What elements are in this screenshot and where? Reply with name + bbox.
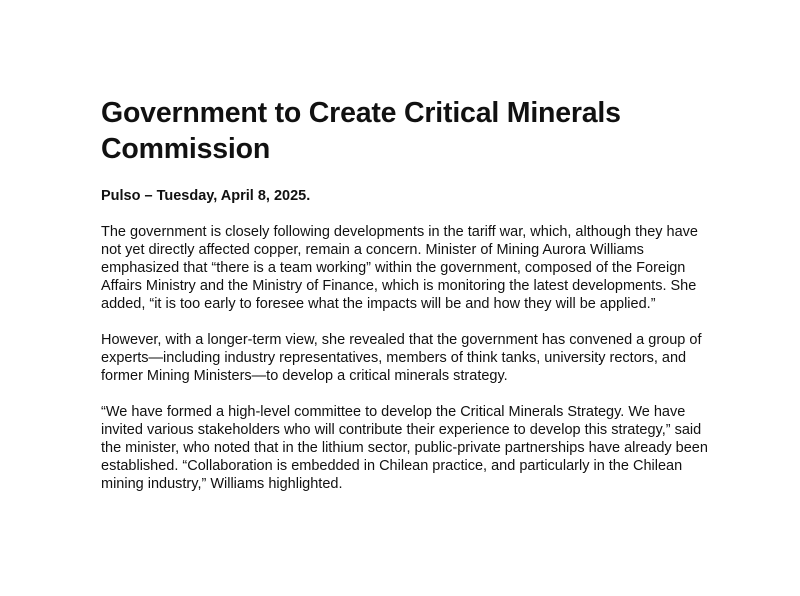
article (101, 95, 713, 493)
article-title: Government to Create Critical Minerals Commission (101, 97, 621, 165)
article-paragraph-2: However, with a longer-term view, she revealed that the government has convened a group of experts—including industry representatives, members of think tanks, university rectors, and former Mining Ministers—to develop a critical minerals strategy. (101, 332, 702, 384)
article-paragraph-1: The government is closely following developments in the tariff war, which, although they have not yet directly affected copper, remain a concern. Minister of Mining Aurora Williams emphasized that “there is a team working” within the government, composed of the Foreign Affairs Ministry and the Ministry of Finance, which is monitoring the latest developments. She added, “it is too early to foresee what the impacts will be and how they will be applied.” (101, 224, 698, 312)
article-paragraph-3: “We have formed a high-level committee to develop the Critical Minerals Strategy. We have invited various stakeholders who will contribute their experience to develop this strategy,” said the minister, who noted that in the lithium sector, public-private partnerships have already been established. “Collaboration is embedded in Chilean practice, and particularly in the Chilean mining industry,” Williams highlighted. (101, 404, 708, 492)
article-dateline: Pulso – Tuesday, April 8, 2025. (101, 188, 311, 204)
